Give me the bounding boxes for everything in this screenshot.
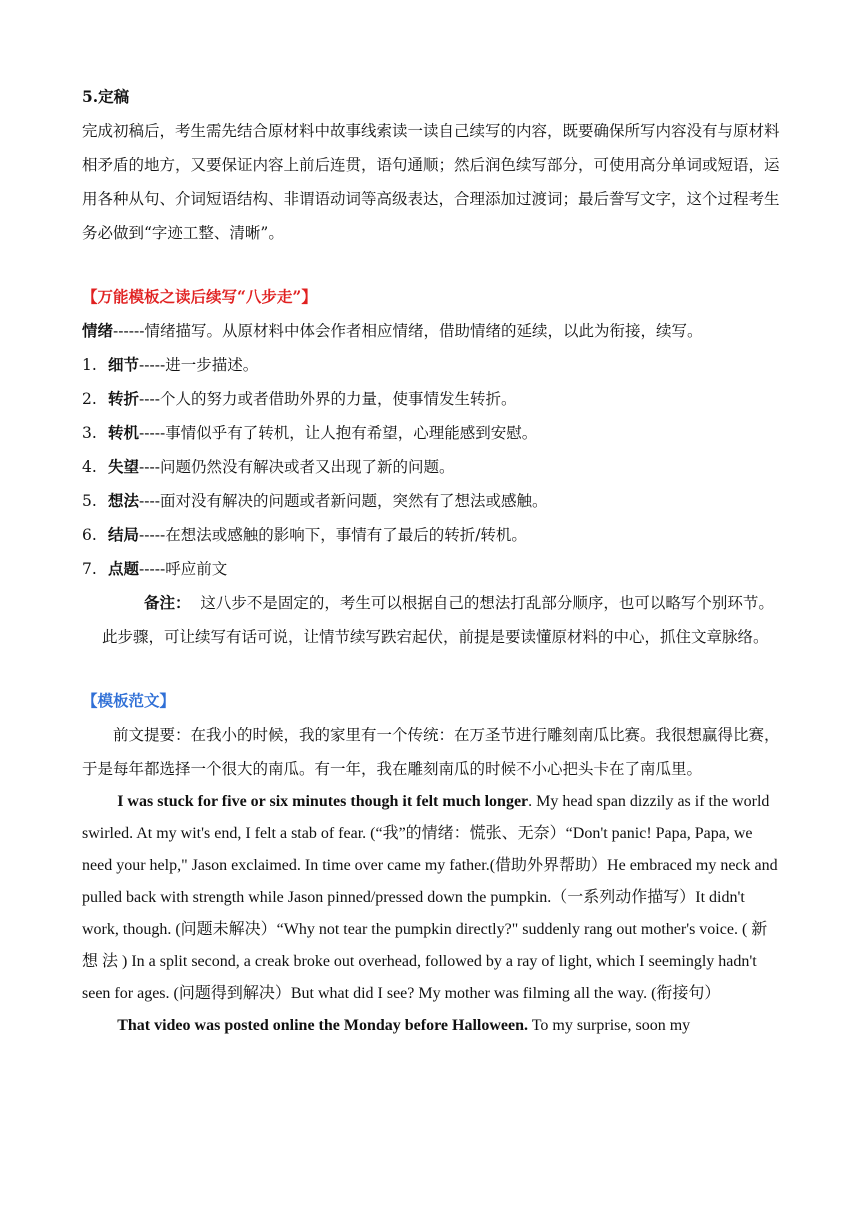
step-text: -----事情似乎有了转机，让人抱有希望，心理能感到安慰。 (139, 424, 538, 442)
paragraph-2-text: To my surprise, soon my (528, 1017, 691, 1034)
example-paragraph-2 (82, 1010, 782, 1042)
list-item (82, 416, 782, 450)
example-summary: 前文提要：在我小的时候，我的家里有一个传统：在万圣节进行雕刻南瓜比赛。我很想赢得比赛，于是每年都选择一个很大的南瓜。有一年，我在雕刻南瓜的时候不小心把头卡在了南瓜里。 (82, 726, 780, 778)
step-text: -----在想法或感触的影响下，事情有了最后的转折/转机。 (139, 526, 527, 544)
template-heading: 【万能模板之读后续写“八步走”】 (82, 287, 317, 306)
paragraph-2-bold: That video was posted online the Monday before Halloween. (117, 1017, 529, 1034)
step-number: 7. (82, 560, 97, 578)
step-text: ----问题仍然没有解决或者又出现了新的问题。 (139, 458, 455, 476)
step-term: 点题 (108, 559, 140, 578)
step-term: 结局 (108, 525, 140, 544)
step-term: 细节 (108, 355, 140, 374)
step-term: 想法 (108, 491, 140, 510)
step-text: -----呼应前文 (139, 560, 228, 578)
list-item (82, 552, 782, 586)
step-number: 5. (82, 492, 97, 510)
example-heading: 【模板范文】 (82, 691, 176, 710)
step-term: 失望 (108, 457, 140, 476)
step-number: 2. (82, 390, 97, 408)
note-paragraph (82, 586, 782, 654)
step-number: 3. (82, 424, 97, 442)
step-term: 转折 (108, 389, 140, 408)
note-label: 备注： (144, 593, 191, 612)
paragraph-1-bold: I was stuck for five or six minutes though it felt much longer (117, 793, 529, 810)
step-number: 6. (82, 526, 97, 544)
note-text: 这八步不是固定的，考生可以根据自己的想法打乱部分顺序，也可以略写个别环节。此步骤，可让续写有话可说，让情节续写跌宕起伏，前提是要读懂原材料的中心，抓住文章脉络。 (102, 594, 774, 646)
list-item (82, 348, 782, 382)
step-number: 1. (82, 356, 97, 374)
list-item (82, 518, 782, 552)
section-body: 完成初稿后，考生需先结合原材料中故事线索读一读自己续写的内容，既要确保所写内容没有与原材料相矛盾的地方，又要保证内容上前后连贯，语句通顺；然后润色续写部分，可使用高分单词或短语，运用各种从句、介词短语结构、非谓语动词等高级表达，合理添加过渡词；最后誊写文字，这个过程考生务必做到“字迹工整、清晰”。 (82, 122, 780, 242)
template-intro (82, 314, 782, 348)
list-item (82, 450, 782, 484)
paragraph-1-text: . My head span dizzily as if the world swirled. At my wit's end, I felt a stab of fear. (“我”的情绪：慌张、无奈）“Don't panic! Papa, Papa, we need your help," Jason exclaimed. In time over came my father.(借助外界帮助）He embraced my neck and pulled back with strength while Jason pinned/pressed down the pumpkin.（一系列动作描写）It didn't work, though. (问题未解决）“Why not tear the pumpkin directly?" suddenly rang out mother's voice. ( 新 想 法 ) In a split second, a creak broke out overhead, followed by a ray of light, which I seemingly hadn't seen for ages. (问题得到解决）But what did I see? My mother was filming all the way. (衔接句） (82, 793, 778, 1002)
document-page (82, 80, 782, 1042)
intro-text: ------情绪描写。从原材料中体会作者相应情绪，借助情绪的延续，以此为衔接，续写。 (113, 322, 703, 340)
list-item (82, 382, 782, 416)
step-text: ----面对没有解决的问题或者新问题，突然有了想法或感触。 (139, 492, 548, 510)
steps-list (82, 348, 782, 586)
step-term: 转机 (108, 423, 140, 442)
intro-term: 情绪 (82, 321, 114, 340)
section-title: 5.定稿 (82, 87, 130, 106)
step-number: 4. (82, 458, 97, 476)
example-paragraph-1 (82, 786, 782, 1010)
list-item (82, 484, 782, 518)
step-text: -----进一步描述。 (139, 356, 259, 374)
step-text: ----个人的努力或者借助外界的力量，使事情发生转折。 (139, 390, 517, 408)
